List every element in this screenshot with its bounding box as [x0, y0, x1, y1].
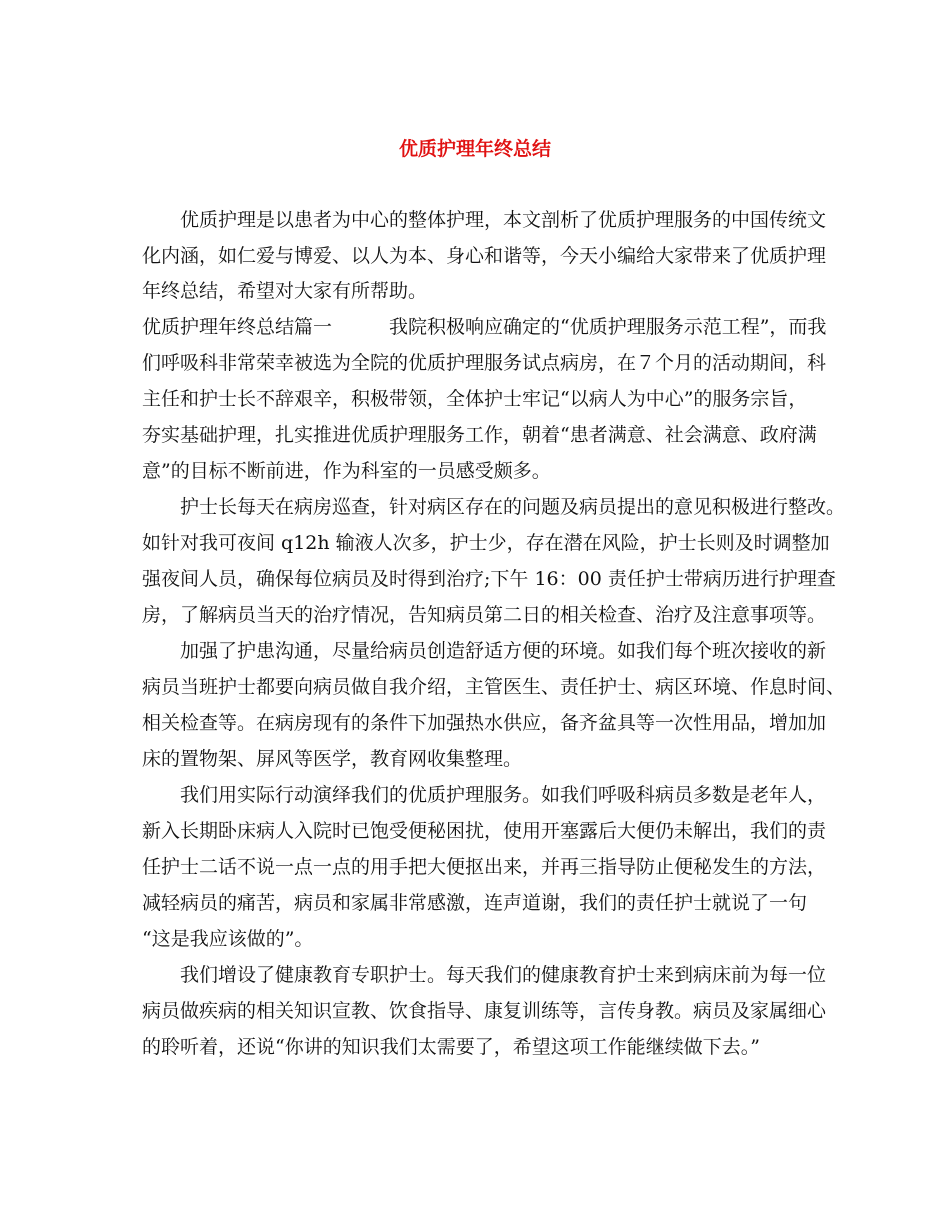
text-line: 减轻病员的痛苦，病员和家属非常感激，连声道谢，我们的责任护士就说了一句 — [142, 892, 808, 914]
text-line: 相关检查等。在病房现有的条件下加强热水供应，备齐盆具等一次性用品，增加加 — [142, 712, 827, 734]
text-line: 优质护理年终总结篇一 我院积极响应确定的“优质护理服务示范工程”，而我 — [142, 316, 827, 338]
text-line: 护士长每天在病房巡查，针对病区存在的问题及病员提出的意见积极进行整改。 — [142, 496, 846, 518]
text-line: 病员当班护士都要向病员做自我介绍，主管医生、责任护士、病区环境、作息时间、 — [142, 676, 846, 698]
text-line: 的聆听着，还说“你讲的知识我们太需要了，希望这项工作能继续做下去。” — [142, 1036, 760, 1058]
text-line: 强夜间人员，确保每位病员及时得到治疗;下午 16：00 责任护士带病历进行护理查 — [142, 568, 836, 590]
text-line: 病员做疾病的相关知识宣教、饮食指导、康复训练等，言传身教。病员及家属细心 — [142, 1000, 827, 1022]
text-line: 任护士二话不说一点一点的用手把大便抠出来，并再三指导防止便秘发生的方法， — [142, 856, 827, 878]
text-line: “这是我应该做的”。 — [142, 928, 314, 950]
text-line: 意”的目标不断前进，作为科室的一员感受颇多。 — [142, 460, 551, 482]
text-line: 夯实基础护理，扎实推进优质护理服务工作，朝着“患者满意、社会满意、政府满 — [142, 424, 817, 446]
text-line: 我们增设了健康教育专职护士。每天我们的健康教育护士来到病床前为每一位 — [142, 964, 827, 986]
document-title: 优质护理年终总结 — [398, 138, 551, 160]
text-line: 年终总结，希望对大家有所帮助。 — [142, 280, 428, 302]
text-line: 们呼吸科非常荣幸被选为全院的优质护理服务试点病房，在７个月的活动期间，科 — [142, 352, 827, 374]
text-line: 优质护理是以患者为中心的整体护理，本文剖析了优质护理服务的中国传统文 — [142, 209, 827, 231]
text-line: 新入长期卧床病人入院时已饱受便秘困扰，使用开塞露后大便仍未解出，我们的责 — [142, 820, 827, 842]
text-line: 床的置物架、屏风等医学，教育网收集整理。 — [142, 748, 523, 770]
text-line: 化内涵，如仁爱与博爱、以人为本、身心和谐等，今天小编给大家带来了优质护理 — [142, 245, 827, 267]
text-line: 主任和护士长不辞艰辛，积极带领，全体护士牢记“以病人为中心”的服务宗旨， — [142, 388, 808, 410]
text-line: 房，了解病员当天的治疗情况，告知病员第二日的相关检查、治疗及注意事项等。 — [142, 604, 827, 626]
text-line: 如针对我可夜间 q12h 输液人次多，护士少，存在潜在风险，护士长则及时调整加 — [142, 532, 830, 554]
text-line: 加强了护患沟通，尽量给病员创造舒适方便的环境。如我们每个班次接收的新 — [142, 640, 827, 662]
text-line: 我们用实际行动演绎我们的优质护理服务。如我们呼吸科病员多数是老年人， — [142, 784, 827, 806]
